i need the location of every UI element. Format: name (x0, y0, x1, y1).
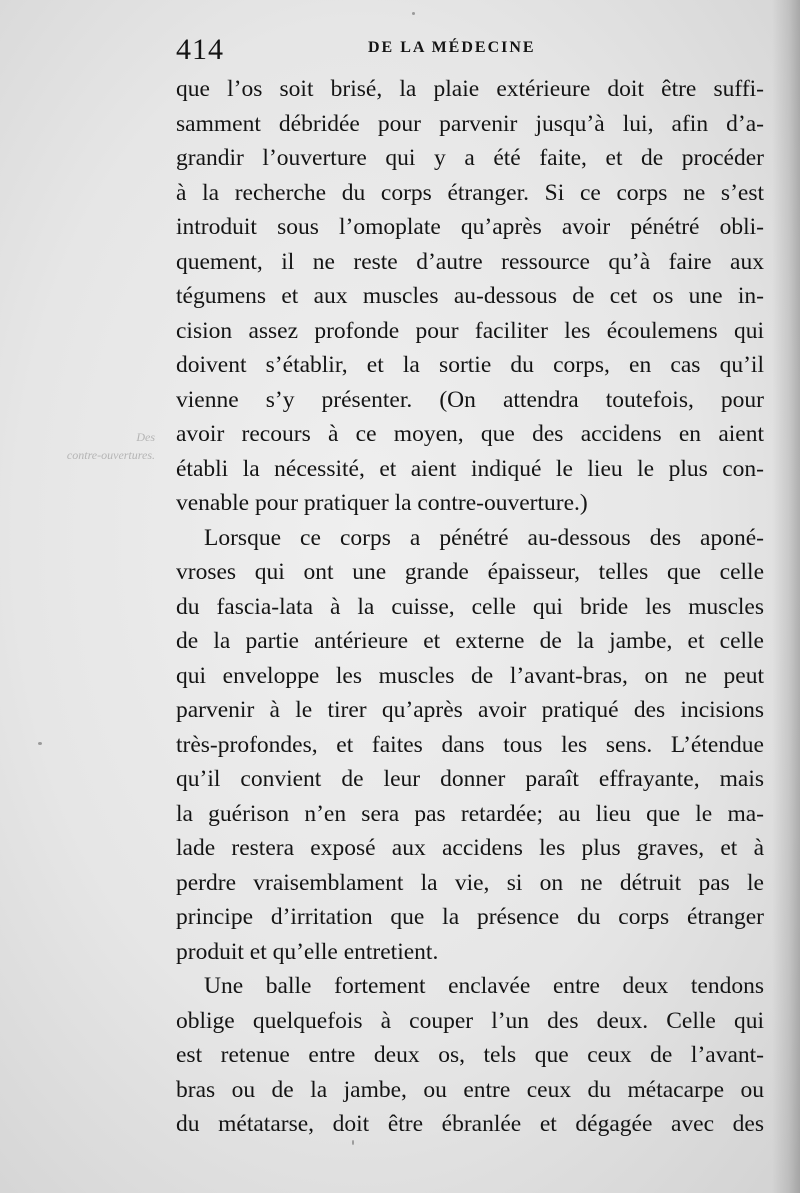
text-line: du fascia-lata à la cuisse, celle qui bride les muscles (176, 593, 764, 620)
text-line: quement, il ne reste d’autre ressource qu’à faire aux (176, 248, 764, 275)
text-line: bras ou de la jambe, ou entre ceux du métacarpe ou (176, 1076, 764, 1103)
text-line: cision assez profonde pour faciliter les écoulemens qui (176, 317, 764, 344)
text-line: la guérison n’en sera pas retardée; au lieu que le ma- (176, 800, 764, 827)
text-line: samment débridée pour parvenir jusqu’à lui, afin d’a- (176, 110, 764, 137)
page-number: 414 (176, 33, 224, 66)
text-line: produit et qu’elle entretient. (176, 938, 439, 965)
text-line: principe d’irritation que la présence du corps étranger (176, 904, 764, 930)
text-line: parvenir à le tirer qu’après avoir pratiqué des incisions (176, 697, 764, 723)
text-line: lade restera exposé aux accidens les plus graves, et à (176, 835, 764, 861)
paragraph (176, 521, 764, 970)
paper-speck (352, 1140, 354, 1145)
running-title: DE LA MÉDECINE (368, 39, 536, 56)
text-line: très-profondes, et faites dans tous les sens. L’étendue (176, 731, 764, 758)
margin-note (60, 428, 155, 464)
text-line: que l’os soit brisé, la plaie extérieure doit être suffi- (176, 76, 764, 102)
text-line: de la partie antérieure et externe de la jambe, et celle (176, 628, 764, 654)
text-line: Une balle fortement enclavée entre deux tendons (204, 973, 764, 999)
text-line: avoir recours à ce moyen, que des accidens en aient (176, 421, 764, 447)
text-line: Lorsque ce corps a pénétré au-dessous des aponé- (204, 524, 764, 551)
text-line: établi la nécessité, et aient indiqué le lieu le plus con- (176, 455, 764, 482)
paper-speck (412, 12, 415, 15)
text-line: qui enveloppe les muscles de l’avant-bras, on ne peut (176, 662, 764, 689)
text-line: introduit sous l’omoplate qu’après avoir pénétré obli- (176, 214, 764, 240)
text-line: est retenue entre deux os, tels que ceux de l’avant- (176, 1042, 764, 1068)
margin-note-text: Des contre-ouvertures. (66, 430, 155, 462)
text-line: vroses qui ont une grande épaisseur, telles que celle (176, 559, 764, 585)
page-header (176, 30, 766, 74)
text-line: venable pour pratiquer la contre-ouverture.) (176, 490, 588, 516)
paragraph (176, 969, 764, 1142)
text-line: du métatarse, doit être ébranlée et dégagée avec des (176, 1111, 764, 1137)
text-line: doivent s’établir, et la sortie du corps, en cas qu’il (176, 352, 764, 378)
text-line: grandir l’ouverture qui y a été faite, et de procéder (176, 145, 764, 171)
page-edge-shadow (772, 0, 800, 1193)
body-text (176, 72, 764, 1142)
paragraph (176, 72, 764, 521)
paper-speck (38, 742, 42, 745)
text-line: oblige quelquefois à couper l’un des deux. Celle qui (176, 1007, 764, 1034)
text-line: tégumens et aux muscles au-dessous de cet os une in- (176, 283, 764, 309)
text-line: vienne s’y présenter. (On attendra toutefois, pour (176, 386, 764, 413)
text-line: perdre vraisemblament la vie, si on ne détruit pas le (176, 869, 764, 896)
text-line: à la recherche du corps étranger. Si ce corps ne s’est (176, 179, 764, 206)
text-line: qu’il convient de leur donner paraît effrayante, mais (176, 766, 764, 792)
